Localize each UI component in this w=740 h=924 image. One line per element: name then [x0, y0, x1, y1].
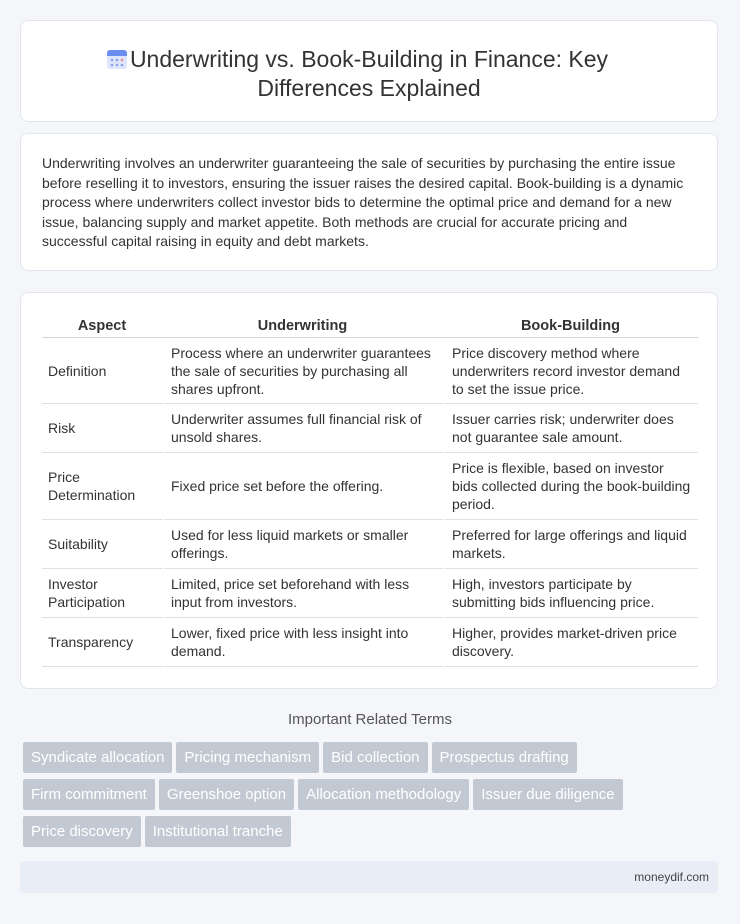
page-title: Underwriting vs. Book-Building in Finance: Key Differences Explained: [129, 46, 609, 101]
row-bookbuilding: Higher, provides market-driven price discovery.: [443, 618, 698, 667]
table-row: [42, 453, 698, 520]
related-term-tag[interactable]: Firm commitment: [23, 779, 155, 810]
row-underwriting: Used for less liquid markets or smaller offerings.: [162, 520, 443, 569]
row-aspect: Definition: [42, 338, 162, 404]
intro-paragraph: Underwriting involves an underwriter guaranteeing the sale of securities by purchasing the entire issue before reselling it to investors, ensuring the issuer raises the desired capital. Book-building is a dynamic process where underwriters collect investor bids to determine the optimal price and demand for a new issue, balancing supply and market appetite. Both methods are crucial for accurate pricing and successful capital raising in equity and debt markets.: [42, 155, 684, 249]
title-card: [20, 20, 718, 122]
row-aspect: Investor Participation: [42, 569, 162, 618]
page-title-wrap: [21, 45, 717, 103]
row-bookbuilding: High, investors participate by submitting bids influencing price.: [443, 569, 698, 618]
footer: [20, 861, 718, 893]
row-underwriting: Lower, fixed price with less insight into demand.: [162, 618, 443, 667]
header-underwriting: Underwriting: [162, 315, 443, 338]
comparison-table: [42, 315, 698, 667]
related-term-tag[interactable]: Institutional tranche: [145, 816, 291, 847]
header-aspect: Aspect: [42, 315, 162, 338]
row-aspect: Transparency: [42, 618, 162, 667]
table-row: [42, 520, 698, 569]
related-term-tag[interactable]: Allocation methodology: [298, 779, 469, 810]
related-terms-list: [23, 742, 713, 853]
row-underwriting: Process where an underwriter guarantees the sale of securities by purchasing all shares upfront.: [162, 338, 443, 404]
row-aspect: Risk: [42, 404, 162, 453]
related-term-tag[interactable]: Bid collection: [323, 742, 427, 773]
related-terms-title: Important Related Terms: [288, 711, 452, 728]
row-bookbuilding: Price discovery method where underwriters record investor demand to set the issue price.: [443, 338, 698, 404]
table-header-row: [42, 315, 698, 338]
row-bookbuilding: Preferred for large offerings and liquid markets.: [443, 520, 698, 569]
related-term-tag[interactable]: Prospectus drafting: [432, 742, 577, 773]
comparison-card: [20, 292, 718, 689]
intro-card: [20, 133, 718, 271]
related-term-tag[interactable]: Greenshoe option: [159, 779, 294, 810]
table-row: [42, 618, 698, 667]
related-term-tag[interactable]: Syndicate allocation: [23, 742, 172, 773]
row-underwriting: Underwriter assumes full financial risk of unsold shares.: [162, 404, 443, 453]
related-term-tag[interactable]: Issuer due diligence: [473, 779, 622, 810]
header-bookbuilding: Book-Building: [443, 315, 698, 338]
row-bookbuilding: Price is flexible, based on investor bids collected during the book-building period.: [443, 453, 698, 520]
related-term-tag[interactable]: Price discovery: [23, 816, 141, 847]
row-underwriting: Fixed price set before the offering.: [162, 453, 443, 520]
row-underwriting: Limited, price set beforehand with less input from investors.: [162, 569, 443, 618]
table-row: [42, 404, 698, 453]
row-aspect: Price Determination: [42, 453, 162, 520]
row-aspect: Suitability: [42, 520, 162, 569]
row-bookbuilding: Issuer carries risk; underwriter does not guarantee sale amount.: [443, 404, 698, 453]
related-term-tag[interactable]: Pricing mechanism: [176, 742, 319, 773]
table-row: [42, 338, 698, 404]
table-row: [42, 569, 698, 618]
footer-site-link[interactable]: moneydif.com: [634, 870, 709, 884]
